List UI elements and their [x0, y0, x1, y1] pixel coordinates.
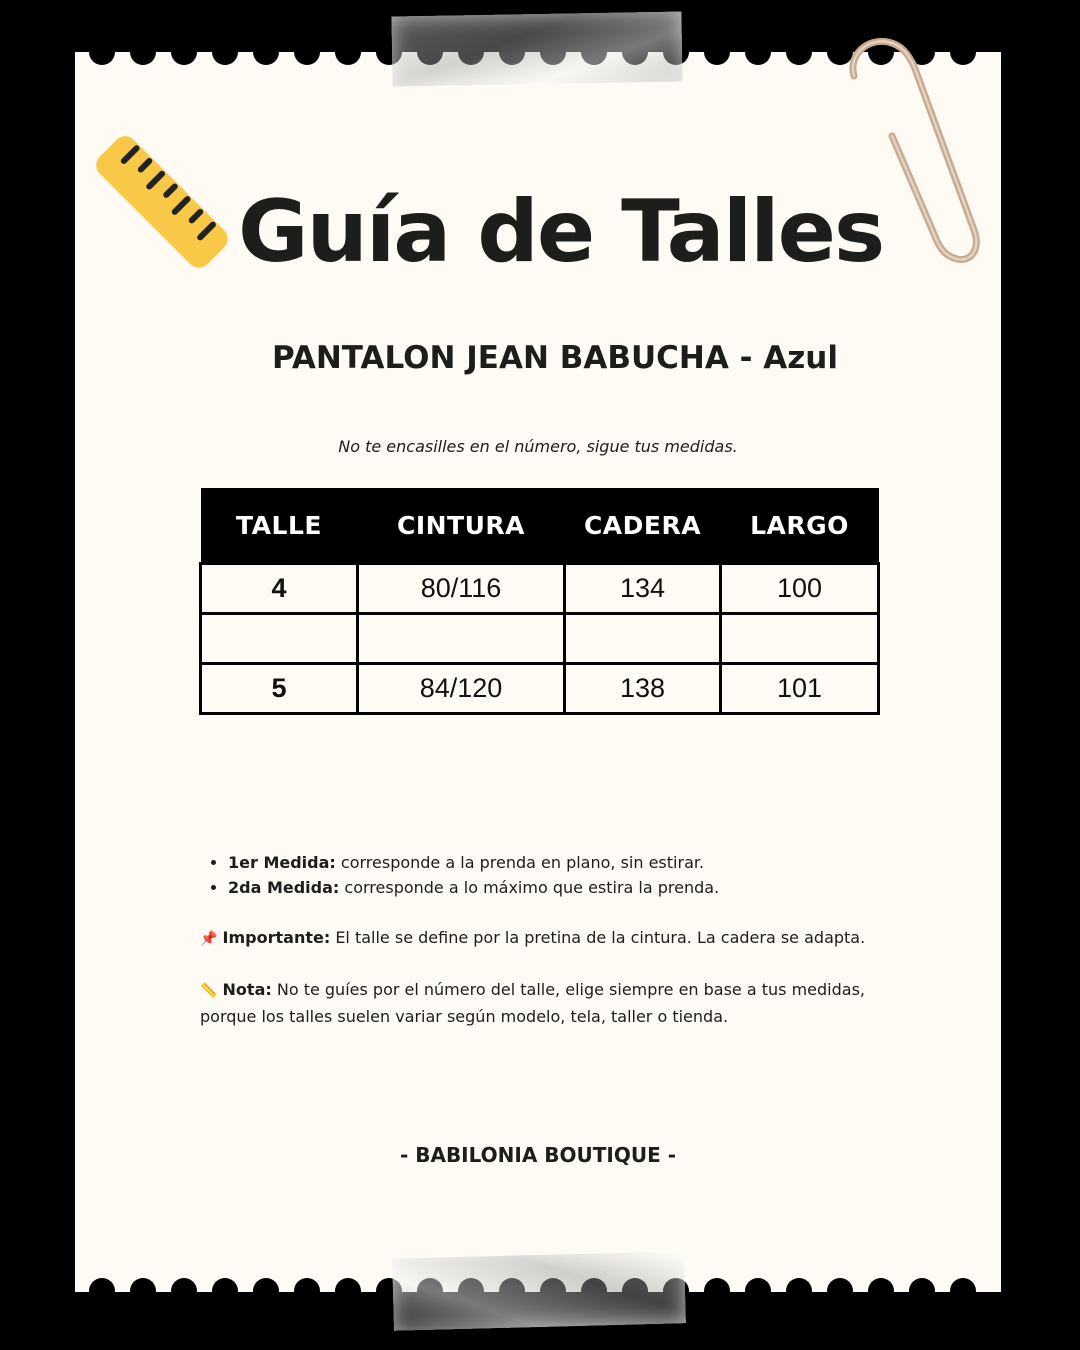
table-row — [201, 664, 879, 714]
note-label: 2da Medida: — [228, 878, 340, 897]
measure-list — [200, 850, 880, 900]
ruler-icon — [96, 136, 228, 268]
table-row — [201, 564, 879, 614]
table-cell — [358, 614, 565, 664]
table-cell: 84/120 — [358, 664, 565, 714]
column-header: TALLE — [201, 488, 358, 564]
table-cell: 101 — [721, 664, 879, 714]
table-cell: 100 — [721, 564, 879, 614]
page-title: Guía de Talles — [238, 182, 884, 282]
product-name: PANTALON JEAN BABUCHA - Azul — [271, 340, 838, 376]
table-header-row — [201, 488, 879, 564]
table-row — [201, 614, 879, 664]
note-text: corresponde a lo máximo que estira la prenda. — [339, 878, 720, 897]
brand-footer: - BABILONIA BOUTIQUE - — [399, 1143, 677, 1167]
importante-note — [200, 925, 880, 952]
size-table — [199, 488, 880, 715]
table-cell — [201, 614, 358, 664]
table-cell: 134 — [565, 564, 721, 614]
note-text: El talle se define por la pretina de la cintura. La cadera se adapta. — [330, 928, 866, 947]
note-label: Nota: — [222, 980, 272, 999]
table-cell: 5 — [201, 664, 358, 714]
notes-section — [200, 850, 880, 1029]
list-item — [228, 850, 880, 875]
note-label: Importante: — [222, 928, 331, 947]
column-header: CADERA — [565, 488, 721, 564]
tape-strip-bottom — [392, 1251, 686, 1331]
ruler-small-icon: 📏 — [200, 983, 218, 999]
column-header: CINTURA — [358, 488, 565, 564]
note-text: corresponde a la prenda en plano, sin estirar. — [335, 853, 705, 872]
tape-strip-top — [391, 11, 682, 86]
table-cell — [721, 614, 879, 664]
table-cell: 138 — [565, 664, 721, 714]
list-item — [228, 875, 880, 900]
table-cell: 80/116 — [358, 564, 565, 614]
table-cell — [565, 614, 721, 664]
note-label: 1er Medida: — [228, 853, 336, 872]
tagline: No te encasilles en el número, sigue tus medidas. — [338, 437, 738, 456]
note-text: No te guíes por el número del talle, elige siempre en base a tus medidas, porque los talles suelen variar según modelo, tela, taller o tienda. — [200, 980, 865, 1026]
table-cell: 4 — [201, 564, 358, 614]
nota-note — [200, 977, 880, 1029]
column-header: LARGO — [721, 488, 879, 564]
pushpin-icon: 📌 — [200, 931, 218, 947]
